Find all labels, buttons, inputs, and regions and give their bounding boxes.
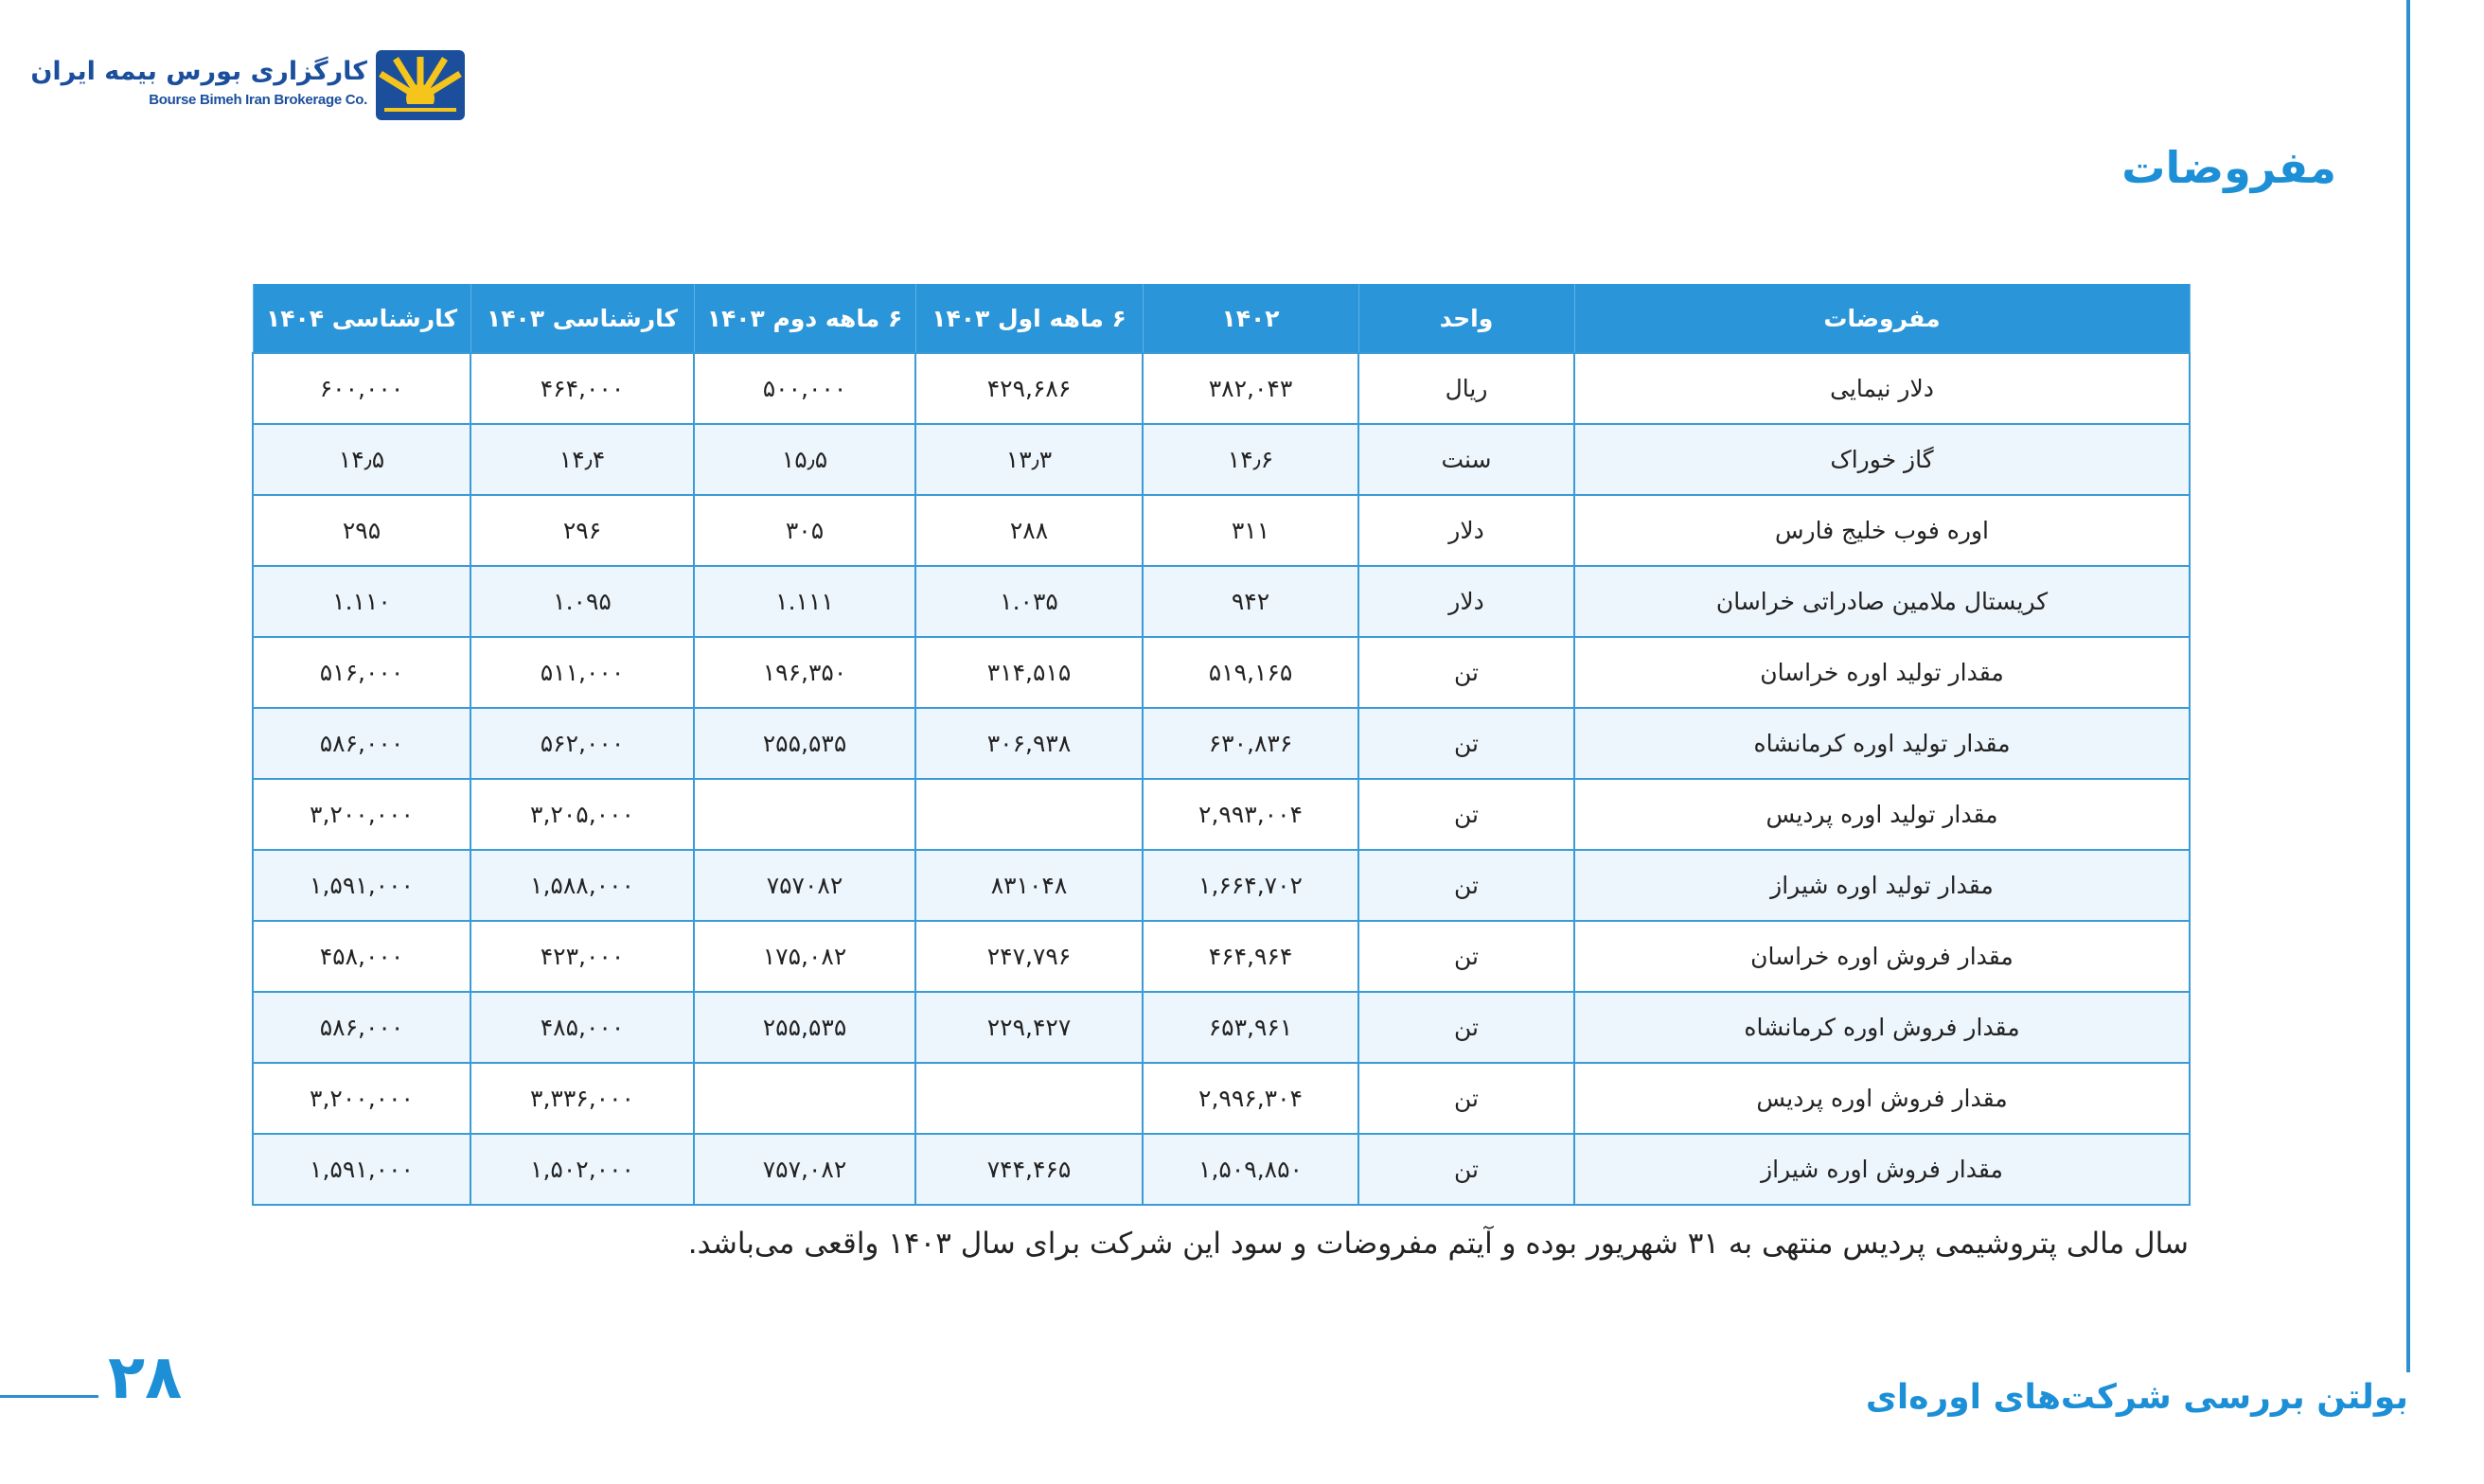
- sun-logo-icon: [375, 49, 466, 121]
- cell-h1-1403: [915, 779, 1143, 850]
- cell-assumption: مقدار تولید اوره کرمانشاه: [1574, 708, 2190, 779]
- cell-unit: ریال: [1358, 353, 1574, 424]
- cell-h1-1403: ۷۴۴,۴۶۵: [915, 1134, 1143, 1205]
- cell-expert-1404: ۲۹۵: [253, 495, 470, 566]
- cell-expert-1403: ۴۸۵,۰۰۰: [470, 992, 694, 1063]
- header-1402: ۱۴۰۲: [1143, 284, 1358, 353]
- cell-h2-1403: ۱۷۵,۰۸۲: [694, 921, 915, 992]
- cell-unit: تن: [1358, 992, 1574, 1063]
- cell-h1-1403: ۳۰۶,۹۳۸: [915, 708, 1143, 779]
- table-row: [253, 1134, 2190, 1205]
- cell-1402: ۲,۹۹۳,۰۰۴: [1143, 779, 1358, 850]
- cell-unit: تن: [1358, 921, 1574, 992]
- cell-expert-1403: ۴۲۳,۰۰۰: [470, 921, 694, 992]
- cell-h2-1403: ۳۰۵: [694, 495, 915, 566]
- cell-assumption: مقدار تولید اوره خراسان: [1574, 637, 2190, 708]
- cell-expert-1403: ۵۶۲,۰۰۰: [470, 708, 694, 779]
- cell-1402: ۱۴٫۶: [1143, 424, 1358, 495]
- table-header-row: [253, 284, 2190, 353]
- right-border-rule: [2406, 0, 2410, 1372]
- cell-unit: تن: [1358, 637, 1574, 708]
- cell-expert-1403: ۵۱۱,۰۰۰: [470, 637, 694, 708]
- cell-expert-1403: ۳,۳۳۶,۰۰۰: [470, 1063, 694, 1134]
- cell-expert-1403: ۱.۰۹۵: [470, 566, 694, 637]
- cell-h1-1403: ۱.۰۳۵: [915, 566, 1143, 637]
- cell-unit: تن: [1358, 779, 1574, 850]
- cell-h2-1403: ۵۰۰,۰۰۰: [694, 353, 915, 424]
- table-row: [253, 424, 2190, 495]
- cell-h1-1403: ۲۴۷,۷۹۶: [915, 921, 1143, 992]
- cell-h2-1403: [694, 1063, 915, 1134]
- cell-h1-1403: ۳۱۴,۵۱۵: [915, 637, 1143, 708]
- cell-h1-1403: ۸۳۱۰۴۸: [915, 850, 1143, 921]
- cell-expert-1404: ۳,۲۰۰,۰۰۰: [253, 779, 470, 850]
- cell-expert-1404: ۳,۲۰۰,۰۰۰: [253, 1063, 470, 1134]
- cell-assumption: دلار نیمایی: [1574, 353, 2190, 424]
- cell-unit: تن: [1358, 708, 1574, 779]
- cell-assumption: مقدار تولید اوره شیراز: [1574, 850, 2190, 921]
- cell-assumption: گاز خوراک: [1574, 424, 2190, 495]
- cell-h2-1403: ۲۵۵,۵۳۵: [694, 992, 915, 1063]
- assumptions-table: [252, 284, 2191, 1206]
- cell-h1-1403: ۴۲۹,۶۸۶: [915, 353, 1143, 424]
- cell-unit: دلار: [1358, 566, 1574, 637]
- cell-h1-1403: ۱۳٫۳: [915, 424, 1143, 495]
- table-row: [253, 353, 2190, 424]
- fiscal-year-note: سال مالی پتروشیمی پردیس منتهی به ۳۱ شهریور بوده و آیتم مفروضات و سود این شرکت برای سال ۱۴۰۳ واقعی می‌باشد.: [687, 1227, 2189, 1261]
- cell-expert-1404: ۴۵۸,۰۰۰: [253, 921, 470, 992]
- table-row: [253, 850, 2190, 921]
- cell-expert-1404: ۵۱۶,۰۰۰: [253, 637, 470, 708]
- page-number: ۲۸: [108, 1343, 183, 1413]
- cell-h2-1403: ۱۵٫۵: [694, 424, 915, 495]
- company-logo: [30, 49, 470, 121]
- header-h1-1403: ۶ ماهه اول ۱۴۰۳: [915, 284, 1143, 353]
- cell-expert-1404: ۵۸۶,۰۰۰: [253, 708, 470, 779]
- cell-h2-1403: [694, 779, 915, 850]
- header-expert-1403: کارشناسی ۱۴۰۳: [470, 284, 694, 353]
- header-unit: واحد: [1358, 284, 1574, 353]
- logo-text: [30, 57, 367, 108]
- cell-h2-1403: ۱۹۶,۳۵۰: [694, 637, 915, 708]
- cell-expert-1403: ۴۶۴,۰۰۰: [470, 353, 694, 424]
- cell-unit: سنت: [1358, 424, 1574, 495]
- cell-1402: ۵۱۹,۱۶۵: [1143, 637, 1358, 708]
- cell-h1-1403: ۲۲۹,۴۲۷: [915, 992, 1143, 1063]
- cell-unit: دلار: [1358, 495, 1574, 566]
- cell-1402: ۴۶۴,۹۶۴: [1143, 921, 1358, 992]
- cell-1402: ۱,۵۰۹,۸۵۰: [1143, 1134, 1358, 1205]
- logo-name-fa: کارگزاری بورس بیمه ایران: [30, 57, 367, 86]
- table-row: [253, 495, 2190, 566]
- cell-assumption: مقدار تولید اوره پردیس: [1574, 779, 2190, 850]
- cell-expert-1404: ۵۸۶,۰۰۰: [253, 992, 470, 1063]
- cell-unit: تن: [1358, 1134, 1574, 1205]
- cell-expert-1403: ۱,۵۰۲,۰۰۰: [470, 1134, 694, 1205]
- cell-1402: ۶۳۰,۸۳۶: [1143, 708, 1358, 779]
- cell-assumption: کریستال ملامین صادراتی خراسان: [1574, 566, 2190, 637]
- table-row: [253, 708, 2190, 779]
- table-row: [253, 1063, 2190, 1134]
- cell-expert-1404: ۱,۵۹۱,۰۰۰: [253, 1134, 470, 1205]
- cell-unit: تن: [1358, 850, 1574, 921]
- bulletin-footer-title: بولتن بررسی شرکت‌های اوره‌ای: [1865, 1378, 2408, 1417]
- cell-h2-1403: ۱.۱۱۱: [694, 566, 915, 637]
- cell-expert-1404: ۶۰۰,۰۰۰: [253, 353, 470, 424]
- table-row: [253, 921, 2190, 992]
- cell-h2-1403: ۷۵۷۰۸۲: [694, 850, 915, 921]
- table-row: [253, 779, 2190, 850]
- cell-expert-1404: ۱,۵۹۱,۰۰۰: [253, 850, 470, 921]
- cell-expert-1404: ۱۴٫۵: [253, 424, 470, 495]
- page-number-rule: [0, 1395, 98, 1398]
- cell-1402: ۶۵۳,۹۶۱: [1143, 992, 1358, 1063]
- header-expert-1404: کارشناسی ۱۴۰۴: [253, 284, 470, 353]
- cell-unit: تن: [1358, 1063, 1574, 1134]
- cell-h1-1403: ۲۸۸: [915, 495, 1143, 566]
- cell-h2-1403: ۲۵۵,۵۳۵: [694, 708, 915, 779]
- assumptions-table-container: [252, 284, 2189, 1206]
- cell-assumption: اوره فوب خلیج فارس: [1574, 495, 2190, 566]
- logo-name-en: Bourse Bimeh Iran Brokerage Co.: [149, 92, 367, 108]
- cell-1402: ۳۸۲,۰۴۳: [1143, 353, 1358, 424]
- cell-h2-1403: ۷۵۷,۰۸۲: [694, 1134, 915, 1205]
- page-title: مفروضات: [2121, 142, 2336, 193]
- cell-1402: ۲,۹۹۶,۳۰۴: [1143, 1063, 1358, 1134]
- cell-assumption: مقدار فروش اوره خراسان: [1574, 921, 2190, 992]
- cell-expert-1403: ۱,۵۸۸,۰۰۰: [470, 850, 694, 921]
- cell-assumption: مقدار فروش اوره کرمانشاه: [1574, 992, 2190, 1063]
- cell-1402: ۳۱۱: [1143, 495, 1358, 566]
- table-row: [253, 637, 2190, 708]
- header-assumption: مفروضات: [1574, 284, 2190, 353]
- cell-assumption: مقدار فروش اوره پردیس: [1574, 1063, 2190, 1134]
- table-row: [253, 992, 2190, 1063]
- cell-expert-1403: ۲۹۶: [470, 495, 694, 566]
- cell-h1-1403: [915, 1063, 1143, 1134]
- cell-assumption: مقدار فروش اوره شیراز: [1574, 1134, 2190, 1205]
- cell-1402: ۹۴۲: [1143, 566, 1358, 637]
- header-h2-1403: ۶ ماهه دوم ۱۴۰۳: [694, 284, 915, 353]
- cell-expert-1404: ۱.۱۱۰: [253, 566, 470, 637]
- cell-1402: ۱,۶۶۴,۷۰۲: [1143, 850, 1358, 921]
- cell-expert-1403: ۱۴٫۴: [470, 424, 694, 495]
- table-row: [253, 566, 2190, 637]
- cell-expert-1403: ۳,۲۰۵,۰۰۰: [470, 779, 694, 850]
